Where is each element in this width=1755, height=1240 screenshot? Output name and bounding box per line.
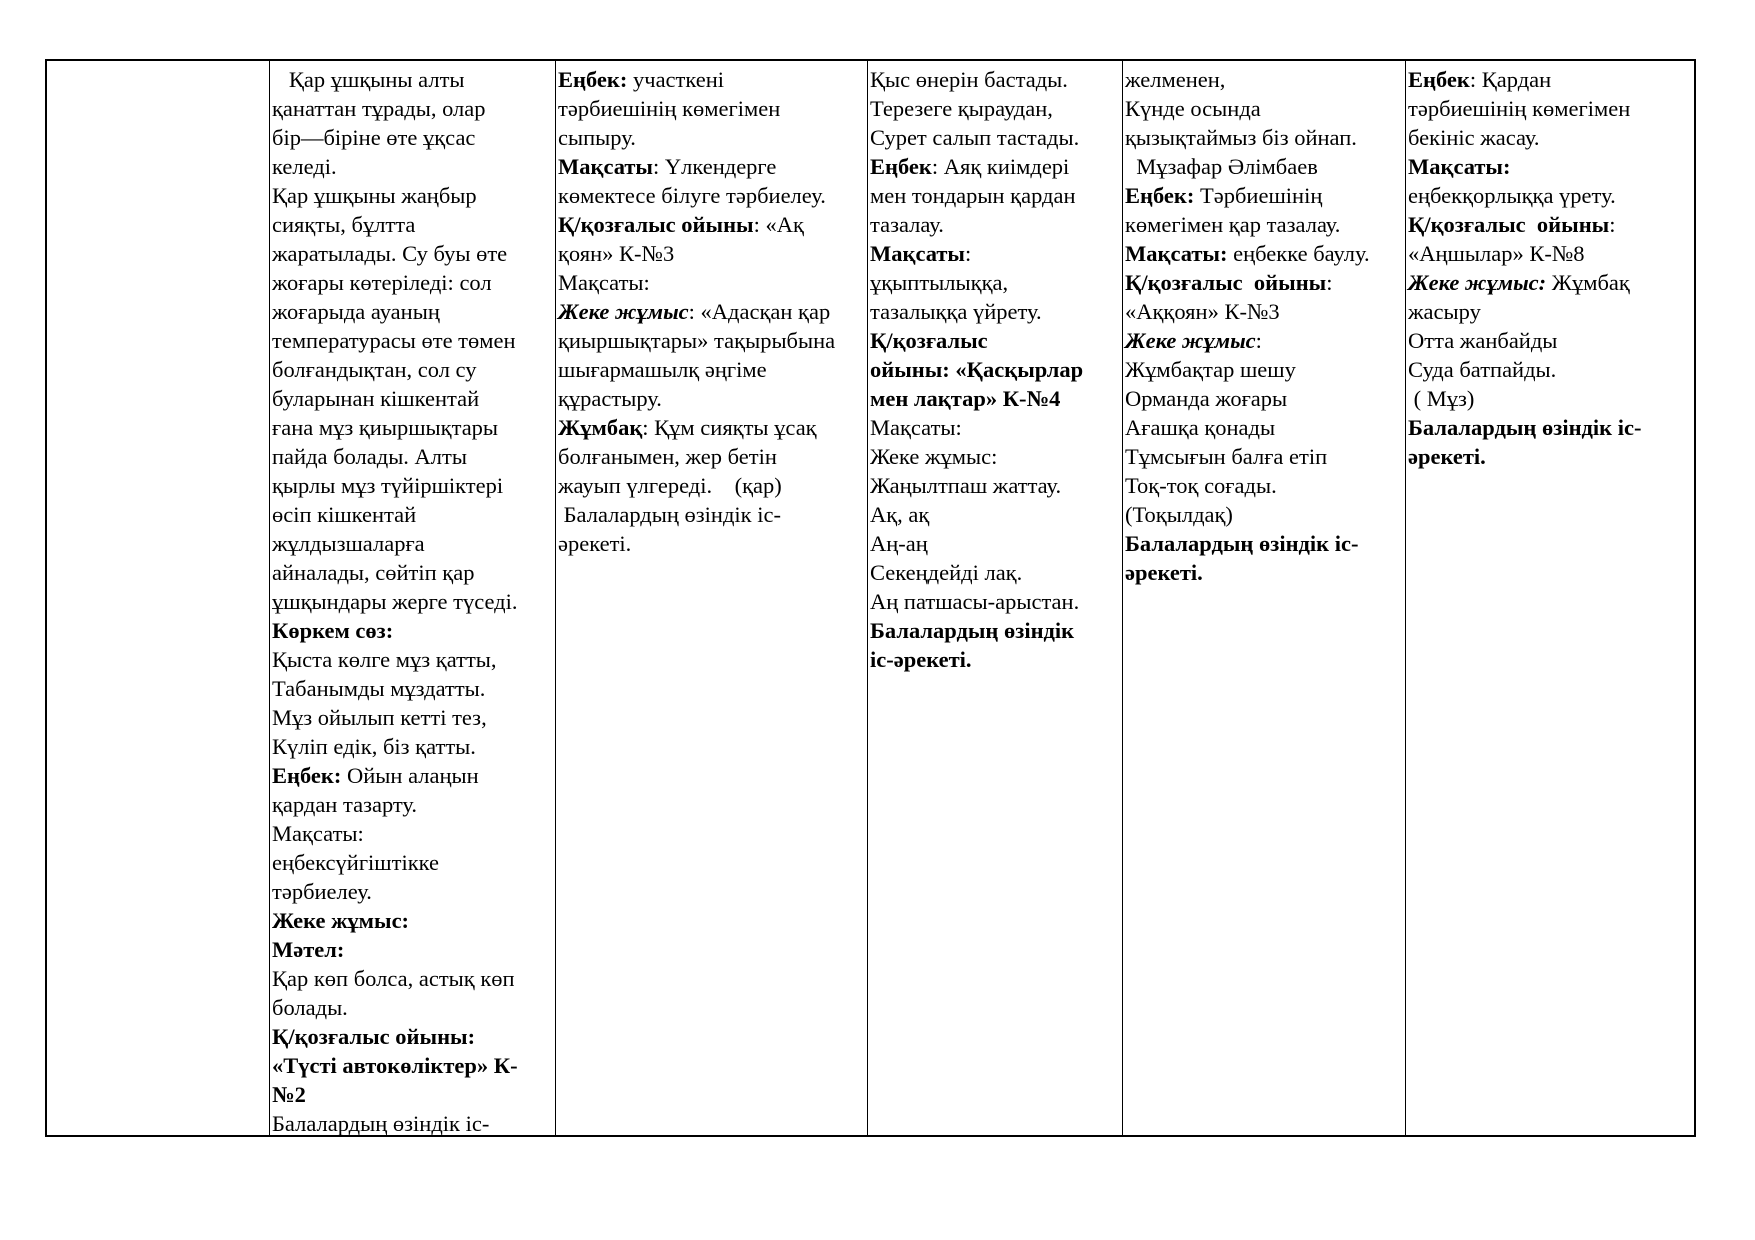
text-line: қиыршықтары» тақырыбына (558, 328, 836, 353)
text-line: құрастыру. (558, 386, 662, 411)
text-line: тәрбиелеу. (272, 879, 372, 904)
text-line: Қар ұшқыны алты (272, 67, 465, 92)
column-snow-fort-walk (1405, 61, 1694, 1135)
text-line: Мақсаты: еңбекке баулу. (1125, 241, 1370, 266)
text-line: Еңбек: Тәрбиешінің (1125, 183, 1323, 208)
text-line: Мәтел: (272, 937, 345, 962)
text-line: көмектесе білуге тәрбиелеу. (558, 183, 826, 208)
column-boots-cleaning-walk (867, 61, 1122, 1135)
column-sweeping-walk (555, 61, 867, 1135)
text-line: шығармашылқ әңгіме (558, 357, 767, 382)
text-line: «Түсті автокөліктер» К- (272, 1053, 518, 1078)
text-line: бір—біріне өте ұқсас (272, 125, 476, 150)
text-line: әрекеті. (1408, 444, 1486, 469)
text-line: Аң патшасы-арыстан. (870, 589, 1080, 614)
text-line: Тоқ-тоқ соғады. (1125, 473, 1277, 498)
text-line: сыпыру. (558, 125, 636, 150)
text-line: Күліп едік, біз қатты. (272, 734, 476, 759)
text-line: пайда болады. Алты (272, 444, 467, 469)
text-line: қанаттан тұрады, олар (272, 96, 486, 121)
text-line: Ағашқа қонады (1125, 415, 1276, 440)
text-line: «Аңшылар» К-№8 (1408, 241, 1585, 266)
text-line: Жеке жұмыс: (272, 908, 410, 933)
text-line: Жеке жұмыс: (1125, 328, 1262, 353)
text-line: Мұзафар Әлімбаев (1125, 154, 1318, 179)
text-line: тәрбиешінің көмегімен (558, 96, 781, 121)
text-line: Жаңылтпаш жаттау. (870, 473, 1062, 498)
text-line: тазалау. (870, 212, 944, 237)
text-line: мен тондарын қардан (870, 183, 1076, 208)
text-line: Жеке жұмыс: (870, 444, 998, 469)
text-line: Балалардың өзіндік іс- (1125, 531, 1359, 556)
text-line: Еңбек: Аяқ киімдері (870, 154, 1070, 179)
text-line: іс-әрекеті. (870, 647, 972, 672)
text-line: Жұмбақтар шешу (1125, 357, 1296, 382)
text-line: Жеке жұмыс: «Адасқан қар (558, 299, 831, 324)
text-line: келеді. (272, 154, 337, 179)
text-line: Жеке жұмыс: Жұмбақ (1408, 270, 1630, 295)
text-line: Қар ұшқыны жаңбыр (272, 183, 477, 208)
text-line: мен лақтар» К-№4 (870, 386, 1061, 411)
text-line: Көркем сөз: (272, 618, 394, 643)
text-line: еңбексүйгіштікке (272, 850, 439, 875)
text-line: Табанымды мұздатты. (272, 676, 486, 701)
text-line: Мақсаты: (870, 415, 962, 440)
text-line: (Тоқылдақ) (1125, 502, 1233, 527)
text-line: жұлдызшаларға (272, 531, 425, 556)
text-line: болады. (272, 995, 348, 1020)
text-line: Аң-аң (870, 531, 928, 556)
text-line: Қ/қозғалыс ойыны: (272, 1024, 476, 1049)
text-line: жоғарыда ауаның (272, 299, 440, 324)
text-line: №2 (272, 1082, 306, 1107)
text-line: Сурет салып тастады. (870, 125, 1080, 150)
text-line: сияқты, бұлтта (272, 212, 416, 237)
text-line: Қ/қозғалыс (870, 328, 988, 353)
text-line: әрекеті. (1125, 560, 1203, 585)
column-snowflake-walk (269, 61, 555, 1135)
text-line: Мақсаты: Үлкендерге (558, 154, 777, 179)
text-line: әрекеті. (558, 531, 632, 556)
text-line: ғана мұз қиыршықтары (272, 415, 499, 440)
text-line: Еңбек: участкені (558, 67, 725, 92)
text-line: Мақсаты: (272, 821, 364, 846)
text-line: Балалардың өзіндік іс- (272, 1111, 490, 1135)
text-line: Қ/қозғалыс ойыны: «Ақ (558, 212, 804, 237)
text-line: тәрбиешінің көмегімен (1408, 96, 1631, 121)
text-line: ұшқындары жерге түседі. (272, 589, 518, 614)
text-line: айналады, сөйтіп қар (272, 560, 475, 585)
text-line: болғанымен, жер бетін (558, 444, 777, 469)
text-line: ойыны: «Қасқырлар (870, 357, 1084, 382)
text-line: Еңбек: Қардан (1408, 67, 1552, 92)
plan-table (45, 59, 1696, 1137)
text-line: Тұмсығын балға етіп (1125, 444, 1328, 469)
text-line: Секеңдейді лақ. (870, 560, 1023, 585)
text-line: Отта жанбайды (1408, 328, 1558, 353)
text-line: жаратылады. Су буы өте (272, 241, 508, 266)
text-line: Күнде осында (1125, 96, 1261, 121)
text-line: жоғары көтеріледі: сол (272, 270, 492, 295)
text-line: Балалардың өзіндік (870, 618, 1075, 643)
text-line: «Аққоян» К-№3 (1125, 299, 1280, 324)
text-line: Орманда жоғары (1125, 386, 1288, 411)
text-line: қардан тазарту. (272, 792, 418, 817)
text-line: ұқыптылыққа, (870, 270, 1009, 295)
text-line: тазалыққа үйрету. (870, 299, 1042, 324)
text-line: қырлы мұз түйіршіктері (272, 473, 504, 498)
text-line: көмегімен қар тазалау. (1125, 212, 1341, 237)
text-line: Ақ, ақ (870, 502, 930, 527)
text-line: Жұмбақ: Құм сияқты ұсақ (558, 415, 817, 440)
text-line: қоян» К-№3 (558, 241, 675, 266)
text-line: Қ/қозғалыс ойыны: (1408, 212, 1616, 237)
text-line: Қ/қозғалыс ойыны: (1125, 270, 1333, 295)
text-line: Еңбек: Ойын алаңын (272, 763, 479, 788)
text-line: бекініс жасау. (1408, 125, 1540, 150)
column-snow-clearing-walk (1122, 61, 1405, 1135)
text-line: желменен, (1125, 67, 1226, 92)
text-line: ( Мұз) (1408, 386, 1475, 411)
text-line: болғандықтан, сол су (272, 357, 477, 382)
text-line: жасыру (1408, 299, 1481, 324)
text-line: Мақсаты: (1408, 154, 1511, 179)
text-line: Суда батпайды. (1408, 357, 1557, 382)
text-line: Мақсаты: (558, 270, 650, 295)
text-line: Мұз ойылып кетті тез, (272, 705, 487, 730)
text-line: Терезеге қыраудан, (870, 96, 1053, 121)
text-line: Қыс өнерін бастады. (870, 67, 1068, 92)
text-line: Балалардың өзіндік іс- (558, 502, 781, 527)
text-line: қызықтаймыз біз ойнап. (1125, 125, 1357, 150)
text-line: температурасы өте төмен (272, 328, 516, 353)
column-empty (47, 61, 269, 1135)
text-line: Мақсаты: (870, 241, 972, 266)
text-line: жауып үлгереді. (қар) (558, 473, 782, 498)
text-line: Қар көп болса, астық көп (272, 966, 515, 991)
text-line: Қыста көлге мұз қатты, (272, 647, 497, 672)
text-line: Балалардың өзіндік іс- (1408, 415, 1642, 440)
text-line: буларынан кішкентай (272, 386, 480, 411)
text-line: еңбекқорлыққа үрету. (1408, 183, 1616, 208)
text-line: өсіп кішкентай (272, 502, 417, 527)
